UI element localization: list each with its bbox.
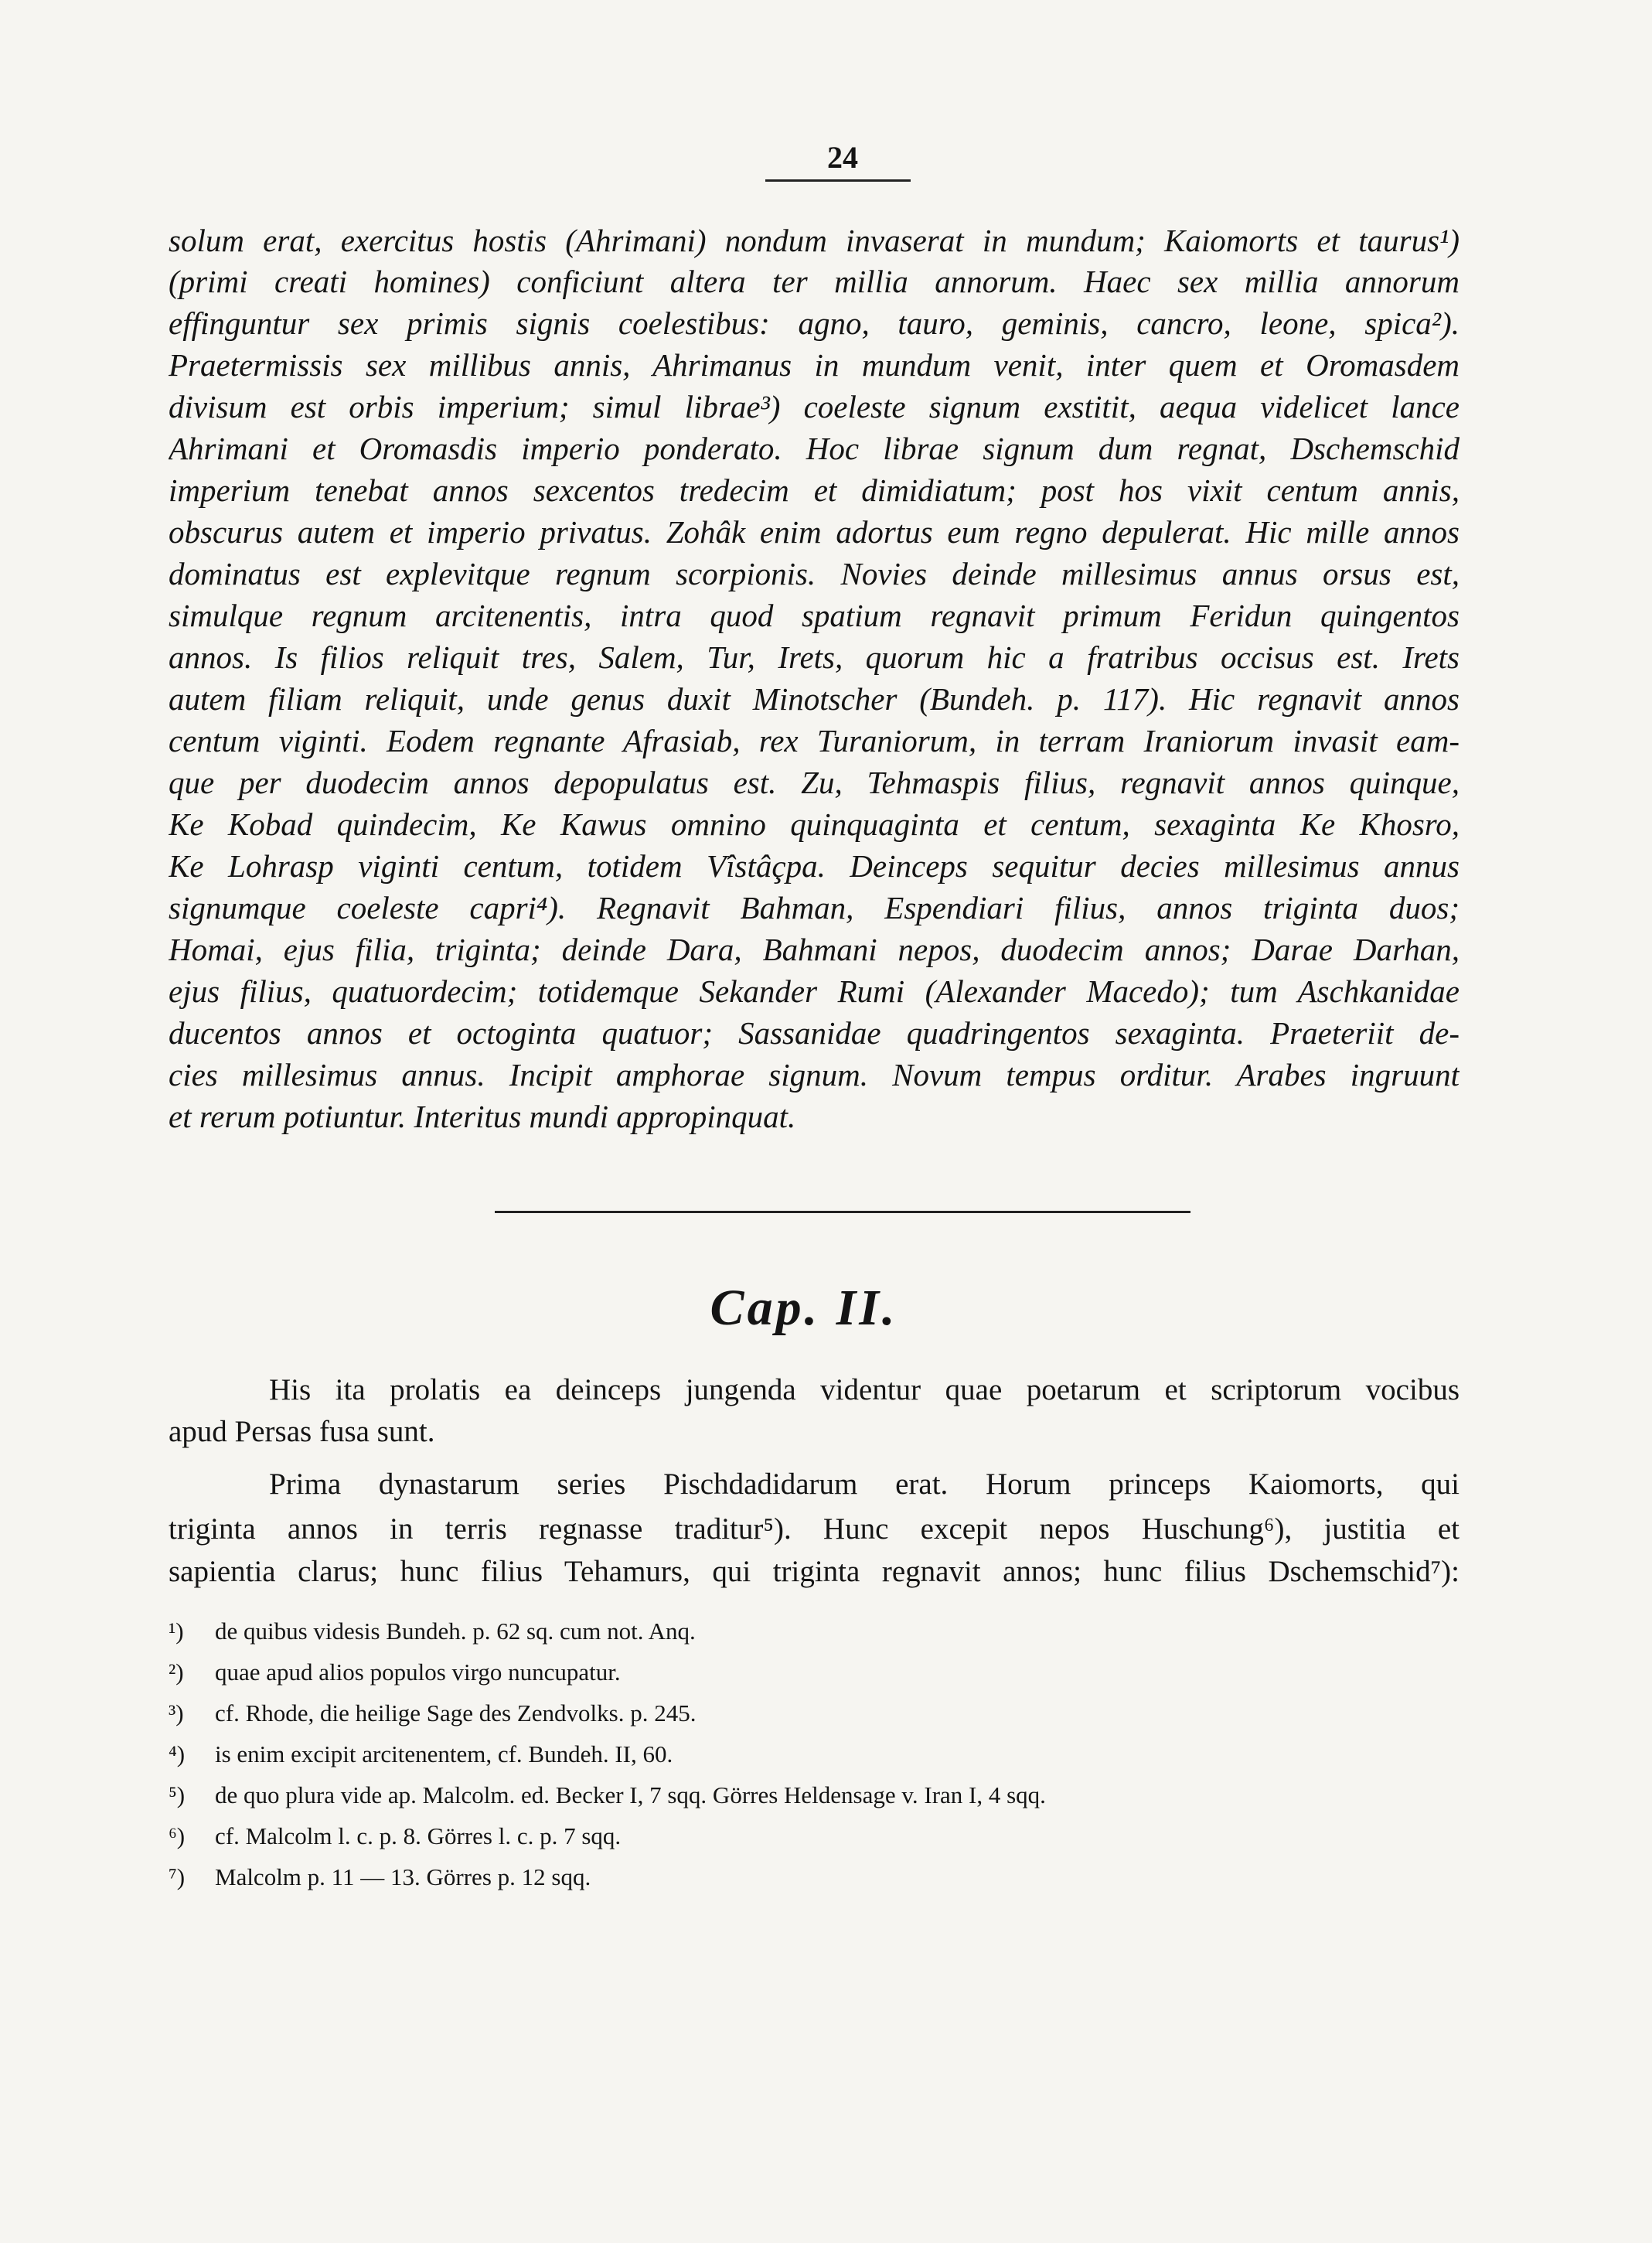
text-line: dominatus est explevitque regnum scorpionis. Novies deinde millesimus annus orsus est, xyxy=(169,556,1460,591)
footnote-number: ⁴) xyxy=(169,1740,186,1767)
text-line: ducentos annos et octoginta quatuor; Sassanidae quadringentos sexaginta. Praeteriit de- xyxy=(169,1015,1460,1051)
footnote-number: ²) xyxy=(169,1658,184,1686)
text-line: apud Persas fusa sunt. xyxy=(169,1415,435,1448)
text-line: simulque regnum arcitenentis, intra quod spatium regnavit primum Feridun quingentos xyxy=(169,598,1460,633)
text-line: signumque coeleste capri⁴). Regnavit Bahman, Espendiari filius, annos triginta duos; xyxy=(169,890,1460,925)
text-line: obscurus autem et imperio privatus. Zohâk enim adortus eum regno depulerat. Hic mille annos xyxy=(169,514,1460,550)
footnote-number: ⁷) xyxy=(169,1863,186,1890)
footnote xyxy=(169,1821,1460,1852)
text-line: imperium tenebat annos sexcentos tredecim et dimidiatum; post hos vixit centum annis, xyxy=(169,472,1460,508)
text-line: autem filiam reliquit, unde genus duxit Minotscher (Bundeh. p. 117). Hic regnavit annos xyxy=(169,681,1460,717)
footnote-number: ³) xyxy=(169,1699,184,1727)
chapter-heading: Cap. II. xyxy=(710,1280,898,1336)
text-line: Ahrimani et Oromasdis imperio ponderato. Hoc librae signum dum regnat, Dschemschid xyxy=(169,431,1460,466)
header-rule xyxy=(765,179,911,182)
text-line: Prima dynastarum series Pischdadidarum erat. Horum princeps Kaiomorts, qui xyxy=(269,1467,1460,1501)
footnote-number: ⁵) xyxy=(169,1781,186,1808)
footnote-text: de quibus videsis Bundeh. p. 62 sq. cum not. Anq. xyxy=(215,1617,696,1645)
text-line: effinguntur sex primis signis coelestibus: agno, tauro, geminis, cancro, leone, spica²). xyxy=(169,305,1460,341)
text-line: solum erat, exercitus hostis (Ahrimani) nondum invaserat in mundum; Kaiomorts et taurus¹) xyxy=(169,223,1460,258)
footnote-text: is enim excipit arcitenentem, cf. Bundeh. II, 60. xyxy=(215,1740,673,1767)
text-line: divisum est orbis imperium; simul librae³) coeleste signum exstitit, aequa videlicet lance xyxy=(169,389,1460,424)
text-line: et rerum potiuntur. Interitus mundi appropinquat. xyxy=(169,1099,796,1134)
footnote xyxy=(169,1862,1460,1893)
text-line: cies millesimus annus. Incipit amphorae signum. Novum tempus orditur. Arabes ingruunt xyxy=(169,1057,1460,1093)
footnote xyxy=(169,1698,1460,1729)
footnote-text: cf. Malcolm l. c. p. 8. Görres l. c. p. 7 sqq. xyxy=(215,1822,622,1849)
footnote-text: cf. Rhode, die heilige Sage des Zendvolks. p. 245. xyxy=(215,1699,697,1727)
footnote-number: ¹) xyxy=(169,1617,184,1645)
text-line: Homai, ejus filia, triginta; deinde Dara, Bahmani nepos, duodecim annos; Darae Darhan, xyxy=(169,932,1460,967)
footnote xyxy=(169,1780,1460,1811)
footnote xyxy=(169,1616,1460,1647)
footnote-text: Malcolm p. 11 — 13. Görres p. 12 sqq. xyxy=(215,1863,591,1890)
footnote xyxy=(169,1739,1460,1770)
text-line: triginta annos in terris regnasse traditur⁵). Hunc excepit nepos Huschung⁶), justitia et xyxy=(169,1512,1460,1546)
footnote-number: ⁶) xyxy=(169,1822,186,1849)
chapter-rule xyxy=(495,1211,1190,1213)
text-line: Praetermissis sex millibus annis, Ahrimanus in mundum venit, inter quem et Oromasdem xyxy=(169,347,1460,383)
footnote xyxy=(169,1657,1460,1688)
text-line: His ita prolatis ea deinceps jungenda videntur quae poetarum et scriptorum vocibus xyxy=(269,1373,1460,1406)
text-line: centum viginti. Eodem regnante Afrasiab, rex Turaniorum, in terram Iraniorum invasit eam- xyxy=(169,723,1460,758)
text-line: Ke Lohrasp viginti centum, totidem Vîstâçpa. Deinceps sequitur decies millesimus annus xyxy=(169,848,1460,884)
text-line: ejus filius, quatuordecim; totidemque Sekander Rumi (Alexander Macedo); tum Aschkanidae xyxy=(169,973,1460,1009)
footnote-text: de quo plura vide ap. Malcolm. ed. Becker I, 7 sqq. Görres Heldensage v. Iran I, 4 sqq. xyxy=(215,1781,1046,1808)
text-line: (primi creati homines) conficiunt altera ter millia annorum. Haec sex millia annorum xyxy=(169,264,1460,299)
text-line: annos. Is filios reliquit tres, Salem, Tur, Irets, quorum hic a fratribus occisus est. Irets xyxy=(169,639,1460,675)
footnote-text: quae apud alios populos virgo nuncupatur. xyxy=(215,1658,621,1686)
text-line: sapientia clarus; hunc filius Tehamurs, qui triginta regnavit annos; hunc filius Dschemschid⁷): xyxy=(169,1555,1460,1588)
text-line: que per duodecim annos depopulatus est. Zu, Tehmaspis filius, regnavit annos quinque, xyxy=(169,765,1460,800)
page-number: 24 xyxy=(827,140,858,175)
text-line: Ke Kobad quindecim, Ke Kawus omnino quinquaginta et centum, sexaginta Ke Khosro, xyxy=(169,806,1460,842)
